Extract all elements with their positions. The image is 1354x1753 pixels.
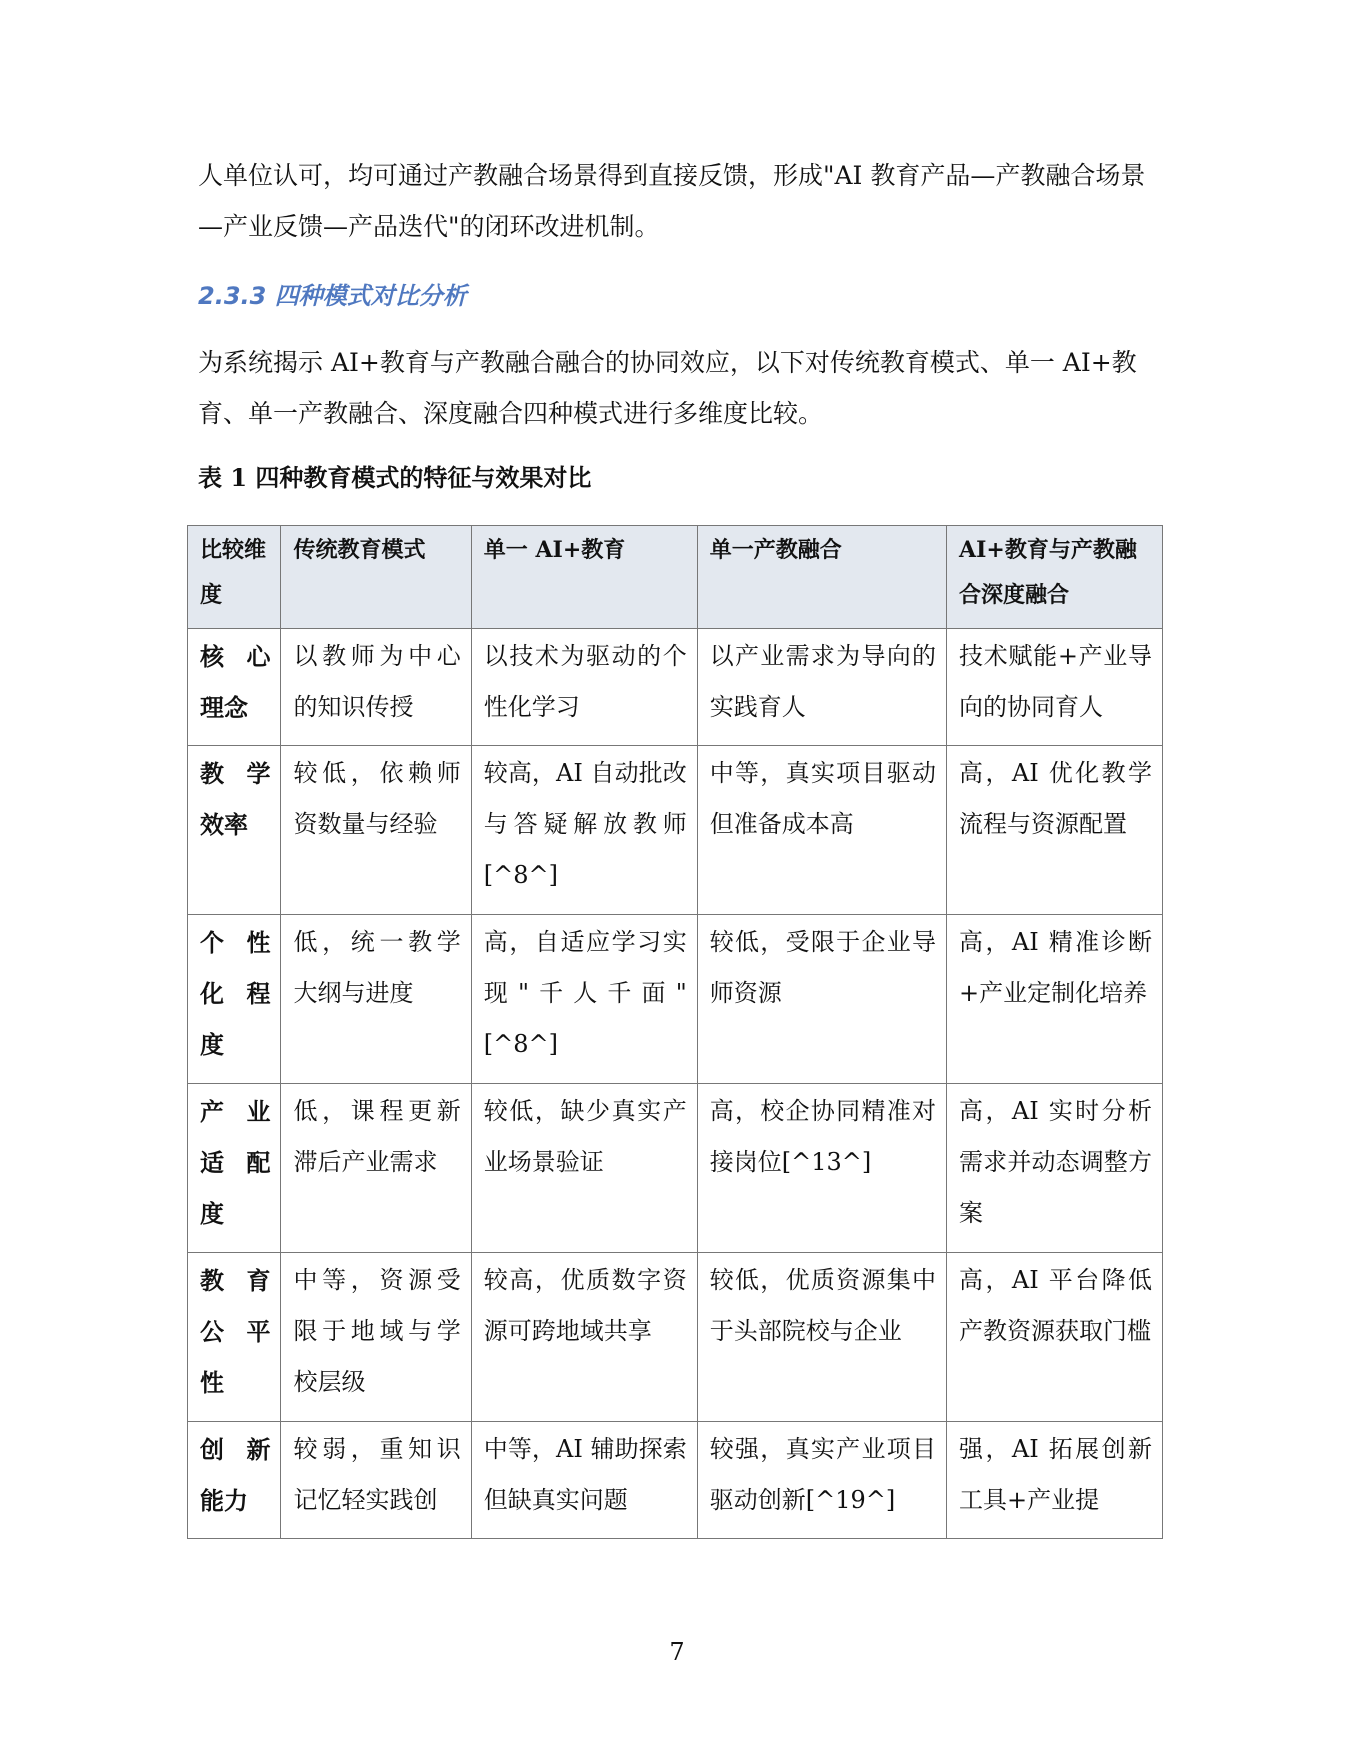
table-row: [188, 915, 1163, 1084]
table-cell: 高，AI 精准诊断+产业定制化培养: [947, 915, 1163, 1084]
table-cell: 较低，缺少真实产业场景验证: [471, 1084, 697, 1253]
table-cell: 低，统一教学大纲与进度: [281, 915, 471, 1084]
table-cell: 强，AI 拓展创新工具+产业提: [947, 1422, 1163, 1539]
table-header-row: [188, 526, 1163, 629]
table-cell: 高，校企协同精准对接岗位[^13^]: [697, 1084, 946, 1253]
header-cell-dimension: 比较维度: [188, 526, 281, 629]
table-cell: 高，AI 平台降低产教资源获取门槛: [947, 1253, 1163, 1422]
table-row: [188, 1253, 1163, 1422]
table-cell: 较弱，重知识记忆轻实践创: [281, 1422, 471, 1539]
body-paragraph-1: 人单位认可，均可通过产教融合场景得到直接反馈，形成"AI 教育产品—产教融合场景—产业反馈—产品迭代"的闭环改进机制。: [198, 161, 1146, 241]
table-cell: 低，课程更新滞后产业需求: [281, 1084, 471, 1253]
row-dimension-cell: 核心理念: [188, 629, 281, 746]
header-cell-industry-only: 单一产教融合: [697, 526, 946, 629]
table-cell: 较低，受限于企业导师资源: [697, 915, 946, 1084]
table-cell: 较低，优质资源集中于头部院校与企业: [697, 1253, 946, 1422]
row-dimension-cell: 产业适配度: [188, 1084, 281, 1253]
table-cell: 中等，真实项目驱动但准备成本高: [697, 746, 946, 915]
table-cell: 较低，依赖师资数量与经验: [281, 746, 471, 915]
table-row: [188, 1422, 1163, 1539]
page-number: 7: [669, 1638, 685, 1666]
table-cell: 技术赋能+产业导向的协同育人: [947, 629, 1163, 746]
table-row: [188, 1084, 1163, 1253]
table-cell: 高，AI 实时分析需求并动态调整方案: [947, 1084, 1163, 1253]
table-cell: 较高，优质数字资源可跨地域共享: [471, 1253, 697, 1422]
body-paragraph-2: 为系统揭示 AI+教育与产教融合融合的协同效应，以下对传统教育模式、单一 AI+教育、单一产教融合、深度融合四种模式进行多维度比较。: [198, 348, 1137, 428]
row-dimension-cell: 教学效率: [188, 746, 281, 915]
table-row: [188, 629, 1163, 746]
row-dimension-cell: 创新能力: [188, 1422, 281, 1539]
table-cell: 中等，AI 辅助探索但缺真实问题: [471, 1422, 697, 1539]
table-cell: 高，自适应学习实现"千人千面"[^8^]: [471, 915, 697, 1084]
table-cell: 较高，AI 自动批改与答疑解放教师[^8^]: [471, 746, 697, 915]
comparison-table: [187, 525, 1163, 1539]
table-row: [188, 746, 1163, 915]
table-cell: 中等，资源受限于地域与学校层级: [281, 1253, 471, 1422]
row-dimension-cell: 个性化程度: [188, 915, 281, 1084]
table-cell: 高，AI 优化教学流程与资源配置: [947, 746, 1163, 915]
header-cell-traditional: 传统教育模式: [281, 526, 471, 629]
table-cell: 较强，真实产业项目驱动创新[^19^]: [697, 1422, 946, 1539]
section-heading: 2.3.3 四种模式对比分析: [198, 282, 467, 310]
header-cell-deep-fusion: AI+教育与产教融合深度融合: [947, 526, 1163, 629]
table-cell: 以产业需求为导向的实践育人: [697, 629, 946, 746]
row-dimension-cell: 教育公平性: [188, 1253, 281, 1422]
table-caption: 表 1 四种教育模式的特征与效果对比: [198, 463, 592, 492]
header-cell-ai-only: 单一 AI+教育: [471, 526, 697, 629]
table-cell: 以教师为中心的知识传授: [281, 629, 471, 746]
table-cell: 以技术为驱动的个性化学习: [471, 629, 697, 746]
